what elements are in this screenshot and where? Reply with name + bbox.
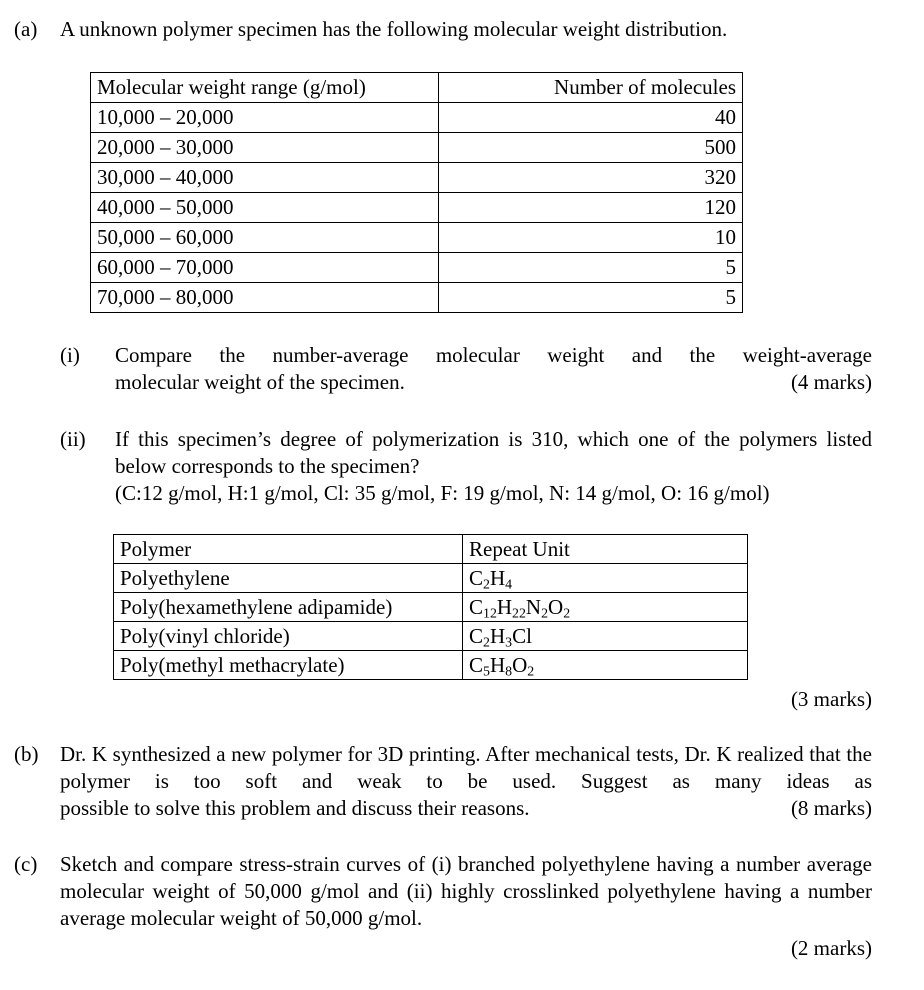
question-ii (60, 426, 872, 507)
part-b-label: (b) (14, 742, 39, 766)
part-c-label: (c) (14, 852, 38, 876)
molecule-count-cell: 10 (439, 223, 743, 253)
polymer-name-cell: Polyethylene (114, 564, 463, 593)
table-row (91, 163, 743, 193)
molecule-count-cell: 500 (439, 133, 743, 163)
element-symbol: H (489, 624, 506, 648)
repeat-unit-cell (463, 622, 748, 651)
table-row (114, 651, 748, 680)
molecule-count-cell: 120 (439, 193, 743, 223)
atom-count: 2 (527, 663, 535, 679)
part-c-marks: (2 marks) (790, 936, 872, 960)
atom-count: 2 (483, 634, 490, 650)
table-row (91, 193, 743, 223)
mw-range-cell: 70,000 – 80,000 (91, 283, 439, 313)
polymer-name-cell: Poly(vinyl chloride) (114, 622, 463, 651)
table-row (114, 622, 748, 651)
part-b-marks: (8 marks) (790, 796, 872, 820)
table-row (114, 593, 748, 622)
element-symbol: Cl (512, 624, 532, 648)
element-symbol: C (469, 566, 484, 590)
element-symbol: H (489, 653, 506, 677)
element-symbol: C (469, 624, 484, 648)
mw-range-cell: 30,000 – 40,000 (91, 163, 439, 193)
repeat-unit-cell (463, 651, 748, 680)
part-a-text: A unknown polymer specimen has the following molecular weight distribution. (60, 17, 728, 41)
question-ii-text: If this specimen’s degree of polymerization is 310, which one of the polymers listed below corresponds to the specimen? (115, 427, 872, 478)
mw-range-cell: 60,000 – 70,000 (91, 253, 439, 283)
element-symbol: H (489, 566, 506, 590)
atom-count: 4 (505, 576, 513, 592)
table-header-cell: Polymer (114, 535, 463, 564)
atom-count: 2 (563, 605, 571, 621)
element-symbol: H (496, 595, 513, 619)
mw-range-cell: 10,000 – 20,000 (91, 103, 439, 133)
table-row (91, 103, 743, 133)
question-i-marks: (4 marks) (790, 370, 872, 394)
table-row (91, 223, 743, 253)
table-row (91, 283, 743, 313)
repeat-unit-cell (463, 564, 748, 593)
atom-count: 8 (505, 663, 513, 679)
part-c-text: Sketch and compare stress-strain curves of (i) branched polyethylene having a number average molecular weight of 50,000 g/mol and (ii) highly crosslinked polyethylene having a number average molecular weight of 50,000 g/mol. (60, 852, 872, 930)
part-b-text: Dr. K synthesized a new polymer for 3D printing. After mechanical tests, Dr. K realized that the polymer is too soft and weak to be used. Suggest as many ideas as (60, 742, 872, 793)
part-a-heading (14, 16, 727, 43)
question-i-text-line2: molecular weight of the specimen. (115, 370, 405, 394)
polymer-table (113, 534, 748, 680)
atom-count: 2 (541, 605, 549, 621)
element-symbol: N (525, 595, 542, 619)
part-c (14, 851, 872, 932)
table-header-row (114, 535, 748, 564)
part-b (14, 741, 872, 822)
question-i-text-line1: Compare the number-average molecular weight and the weight-average (115, 343, 872, 367)
element-symbol: O (548, 595, 564, 619)
molecule-count-cell: 40 (439, 103, 743, 133)
molecule-count-cell: 320 (439, 163, 743, 193)
molecule-count-cell: 5 (439, 253, 743, 283)
mw-range-cell: 50,000 – 60,000 (91, 223, 439, 253)
atom-count: 2 (483, 576, 490, 592)
question-ii-label: (ii) (60, 427, 86, 451)
polymer-name-cell: Poly(methyl methacrylate) (114, 651, 463, 680)
element-symbol: O (512, 653, 528, 677)
mw-range-cell: 40,000 – 50,000 (91, 193, 439, 223)
atom-count: 5 (483, 663, 490, 679)
molecule-count-cell: 5 (439, 283, 743, 313)
polymer-name-cell: Poly(hexamethylene adipamide) (114, 593, 463, 622)
atom-count: 12 (483, 605, 497, 621)
question-ii-marks: (3 marks) (790, 687, 872, 711)
table-header-cell: Number of molecules (439, 73, 743, 103)
table-row (91, 253, 743, 283)
atom-count: 22 (512, 605, 526, 621)
part-a-label: (a) (14, 17, 38, 41)
repeat-unit-cell (463, 593, 748, 622)
element-symbol: C (469, 595, 484, 619)
question-i-label: (i) (60, 343, 80, 367)
table-row (91, 133, 743, 163)
atom-count: 3 (505, 634, 513, 650)
element-symbol: C (469, 653, 484, 677)
table-header-cell: Repeat Unit (463, 535, 748, 564)
mw-range-cell: 20,000 – 30,000 (91, 133, 439, 163)
question-i (60, 342, 872, 396)
part-b-text-last: possible to solve this problem and discuss their reasons. (60, 796, 530, 820)
molecular-weight-table (90, 72, 743, 313)
table-row (114, 564, 748, 593)
table-header-row (91, 73, 743, 103)
table-header-cell: Molecular weight range (g/mol) (91, 73, 439, 103)
atomic-weights: (C:12 g/mol, H:1 g/mol, Cl: 35 g/mol, F: 19 g/mol, N: 14 g/mol, O: 16 g/mol) (115, 481, 770, 505)
